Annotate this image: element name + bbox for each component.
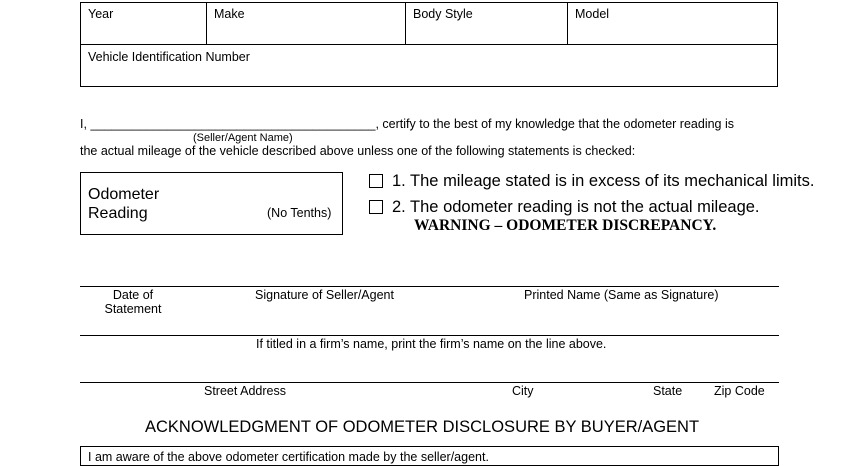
seller-name-caption: (Seller/Agent Name) [193,132,293,144]
city-field[interactable] [482,362,612,382]
make-label: Make [214,7,245,21]
printed-name-label: Printed Name (Same as Signature) [524,288,719,302]
odometer-discrepancy-warning: WARNING – ODOMETER DISCREPANCY. [414,217,717,234]
acknowledgment-box [80,446,779,466]
model-field[interactable] [568,22,777,43]
no-tenths-label: (No Tenths) [267,206,332,220]
statement-2: 2. The odometer reading is not the actual mileage. [392,198,760,216]
date-label-line-1: Date of [112,288,154,302]
certification-line [80,117,734,131]
state-field[interactable] [614,362,704,382]
signature-line [80,286,779,287]
seller-signature-label: Signature of Seller/Agent [255,288,394,302]
year-field[interactable] [81,22,205,43]
certification-line-2: the actual mileage of the vehicle described above unless one of the following statements is checked: [80,144,636,158]
address-line [80,382,779,383]
firm-name-line [80,335,779,336]
street-address-field[interactable] [80,362,480,382]
odometer-label-line-2: Reading [88,205,148,222]
body-style-field[interactable] [406,22,566,43]
body-style-label: Body Style [413,7,473,21]
date-of-statement-label [93,288,173,316]
certification-suffix: , certify to the best of my knowledge that the odometer reading is [375,117,734,131]
certification-prefix: I, [80,117,87,131]
year-label: Year [88,7,114,21]
not-actual-mileage-checkbox[interactable] [369,200,383,214]
seller-name-field[interactable]: _________________________________________ [90,117,376,131]
firm-name-note: If titled in a firm’s name, print the firm’s name on the line above. [256,337,607,351]
odometer-label-line-1: Odometer [88,186,160,203]
city-label: City [512,384,534,398]
street-address-label: Street Address [204,384,286,398]
vehicle-table-row-divider [80,44,778,45]
state-label: State [653,384,683,398]
firm-name-field[interactable] [80,315,779,335]
acknowledgment-text: I am aware of the above odometer certification made by the seller/agent. [88,450,489,464]
date-of-statement-field[interactable] [80,266,210,286]
mileage-exceeds-limits-checkbox[interactable] [369,174,383,188]
vin-label: Vehicle Identification Number [88,50,250,64]
acknowledgment-heading: ACKNOWLEDGMENT OF ODOMETER DISCLOSURE BY BUYER/AGENT [145,418,700,436]
statement-1: 1. The mileage stated is in excess of its mechanical limits. [392,172,815,190]
make-field[interactable] [207,22,404,43]
vin-field[interactable] [81,65,777,86]
model-label: Model [575,7,610,21]
zip-code-label: Zip Code [714,384,765,398]
seller-signature-field[interactable] [212,266,462,286]
zip-code-field[interactable] [706,362,778,382]
date-label-line-2: Statement [104,302,162,316]
printed-name-field[interactable] [464,266,778,286]
